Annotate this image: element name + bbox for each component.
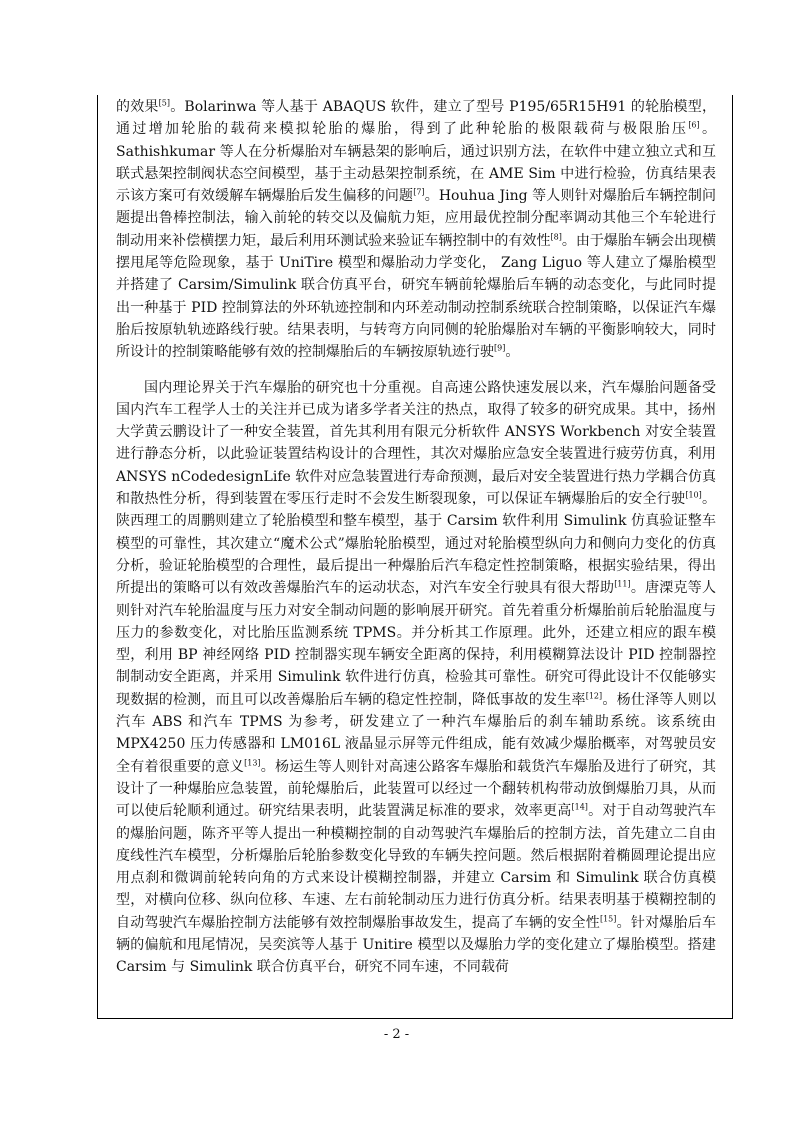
- text-run: 。: [505, 344, 520, 361]
- citation-ref: [9]: [494, 343, 506, 353]
- text-run: 。杨运生等人则针对高速公路客车爆胎和载货汽车爆胎及进行了研究，其设计了一种爆胎应急装置，前轮爆胎后，此装置可以经过一个翻转机构带动放倒爆胎刀具，从而可以使后轮顺利通过。研究结果表明，此装置满足标准的要求，效率更高: [116, 758, 717, 820]
- text-run: 。陕西理工的周鹏则建立了轮胎模型和整车模型，基于 Carsim 软件利用 Simulink 仿真验证整车模型的可靠性，其次建立“魔术公式”爆胎轮胎模型，通过对轮胎模型纵向力和侧向力变化的仿真分析，验证轮胎模型的合理性，最后提出一种爆胎后汽车稳定性控制策略，根据实验结果，得出所提出的策略可以有效改善爆胎汽车的运动状态，对汽车安全行驶具有很大帮助: [116, 491, 716, 597]
- text-run: 。针对爆胎后车辆的偏航和甩尾情况，吴奕滨等人基于 Unitire 模型以及爆胎力学的变化建立了爆胎模型。搭建 Carsim 与 Simulink 联合仿真平台，研究不同车速，不同载荷: [116, 914, 717, 976]
- citation-ref: [13]: [244, 757, 261, 767]
- text-run: 。Houhua Jing 等人则针对爆胎后车辆控制问题提出鲁棒控制法，输入前轮的转交以及偏航力矩，应用最优控制分配率调动其他三个车轮进行制动用来补偿横摆力矩，最后利用环测试验来验证车辆控制中的有效性: [116, 188, 716, 249]
- text-run: 。唐溧克等人则针对汽车轮胎温度与压力对安全制动问题的影响展开研究。首先着重分析爆胎前后轮胎温度与压力的参数变化，对比胎压监测系统 TPMS。并分析其工作原理。此外，还建立相应的跟车模型，利用 BP 神经网络 PID 控制器实现车辆安全距离的保持，利用模糊算法设计 PID 控制器控制制动安全距离，并采用 Simulink 软件进行仿真，检验其可靠性。研究可得此设计不仅能够实现数据的检测，而且可以改善爆胎后车辆的稳定性控制，降低事故的发生率: [116, 580, 717, 708]
- citation-ref: [15]: [599, 914, 617, 924]
- citation-ref: [7]: [413, 187, 425, 197]
- citation-ref: [8]: [550, 232, 562, 242]
- citation-ref: [14]: [571, 802, 588, 812]
- citation-ref: [5]: [158, 98, 170, 108]
- citation-ref: [12]: [585, 691, 603, 701]
- text-run: 。Sathishkumar 等人在分析爆胎对车辆悬架的影响后，通过识别方法，在软件中建立独立式和互联式悬架控制阀状态空间模型，基于主动悬架控制系统，在 AME Sim 中进行检验，仿真结果表示该方案可有效缓解车辆爆胎后发生偏移的问题: [116, 121, 717, 205]
- citation-ref: [10]: [685, 490, 702, 500]
- text-run: 。杨仕泽等人则以汽车 ABS 和汽车 TPMS 为参考，研发建立了一种汽车爆胎后的刹车辅助系统。该系统由 MPX4250 压力传感器和 LM016L 液晶显示屏等元件组成，能有效减少爆胎概率，对驾驶员安全有着很重要的意义: [116, 691, 717, 775]
- text-run: 国内理论界关于汽车爆胎的研究也十分重视。自高速公路快速发展以来，汽车爆胎问题备受国内汽车工程学人士的关注并已成为诸多学者关注的热点，取得了较多的研究成果。其中，扬州大学黄云鹏设计了一种安全装置，首先其利用有限元分析软件 ANSYS Workbench 对安全装置进行静态分析，以此验证装置结构设计的合理性，其次对爆胎应急安全装置进行疲劳仿真，利用 ANSYS nCodedesignLife 软件对应急装置进行寿命预测，最后对安全装置进行热力学耦合仿真和散热性分析，得到装置在零压行走时不会发生断裂现象，可以保证车辆爆胎后的安全行驶: [116, 379, 716, 508]
- citation-ref: [11]: [614, 579, 631, 589]
- paragraph-1: [116, 96, 716, 364]
- citation-ref: [6]: [688, 120, 700, 130]
- text-run: 。Bolarinwa 等人基于 ABAQUS 软件，建立了型号 P195/65R15H91 的轮胎模型，通过增加轮胎的载荷来模拟轮胎的爆胎，得到了此种轮胎的极限载荷与极限胎压: [116, 99, 716, 138]
- text-run: 。对于自动驾驶汽车的爆胎问题，陈齐平等人提出一种模糊控制的自动驾驶汽车爆胎后的控制方法，首先建立二自由度线性汽车模型，分析爆胎后轮胎参数变化导致的车辆失控问题。然后根据附着椭圆理论提出应用点刹和微调前轮转向角的方式来设计模糊控制器，并建立 Carsim 和 Simulink 联合仿真模型，对横向位移、纵向位移、车速、左右前轮制动压力进行仿真分析。结果表明基于模糊控制的自动驾驶汽车爆胎控制方法能够有效控制爆胎事故发生，提高了车辆的安全性: [116, 803, 717, 931]
- page-number: - 2 -: [383, 1027, 410, 1042]
- body-text: [116, 96, 716, 979]
- text-run: 。由于爆胎车辆会出现横摆甩尾等危险现象，基于 UniTire 模型和爆胎动力学变化， Zang Liguo 等人建立了爆胎模型并搭建了 Carsim/Simulink 联合仿真平台，研究车辆前轮爆胎后车辆的动态变化，与此同时提出一种基于 PID 控制算法的外环轨迹控制和内环差动制动控制系统联合控制策略，以保证汽车爆胎后按原轨轨迹路线行驶。结果表明，与转弯方向同侧的轮胎爆胎对车辆的平衡影响较大，同时所设计的控制策略能够有效的控制爆胎后的车辆按原轨迹行驶: [116, 232, 716, 361]
- paragraph-2: [116, 377, 716, 979]
- text-run: 的效果: [116, 99, 159, 115]
